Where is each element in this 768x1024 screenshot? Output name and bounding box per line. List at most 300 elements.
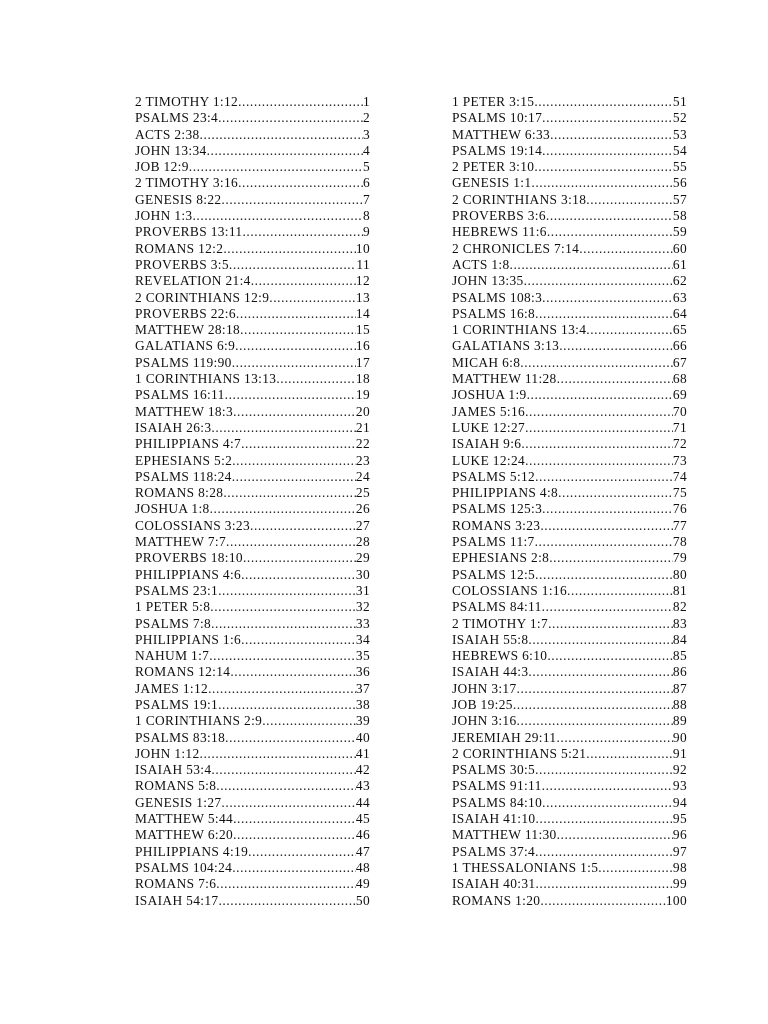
dot-leader bbox=[525, 420, 673, 436]
page-number: 67 bbox=[672, 354, 687, 370]
dot-leader bbox=[240, 322, 356, 338]
index-entry bbox=[135, 273, 370, 289]
verse-reference: PSALMS 23:1 bbox=[135, 582, 219, 598]
verse-reference: PHILIPPIANS 4:7 bbox=[135, 436, 242, 452]
dot-leader bbox=[510, 257, 673, 273]
verse-reference: GENESIS 1:1 bbox=[452, 175, 532, 191]
verse-reference: PSALMS 19:14 bbox=[452, 142, 543, 158]
page-number: 60 bbox=[672, 240, 687, 256]
verse-reference: ROMANS 12:14 bbox=[135, 664, 231, 680]
index-entry bbox=[452, 567, 687, 583]
verse-reference: JOHN 3:16 bbox=[452, 713, 517, 729]
verse-reference: JOB 19:25 bbox=[452, 696, 513, 712]
dot-leader bbox=[232, 453, 356, 469]
dot-leader bbox=[233, 827, 356, 843]
dot-leader bbox=[542, 599, 673, 615]
index-entry bbox=[135, 420, 370, 436]
index-entry bbox=[135, 257, 370, 273]
dot-leader bbox=[233, 811, 356, 827]
dot-leader bbox=[559, 338, 673, 354]
page-number: 65 bbox=[672, 322, 687, 338]
dot-leader bbox=[241, 632, 356, 648]
verse-reference: 2 TIMOTHY 3:16 bbox=[135, 175, 239, 191]
index-column-right bbox=[452, 94, 687, 909]
dot-leader bbox=[535, 567, 673, 583]
page-number: 72 bbox=[672, 436, 687, 452]
verse-reference: MICAH 6:8 bbox=[452, 354, 521, 370]
page-number: 81 bbox=[672, 582, 687, 598]
verse-reference: 2 TIMOTHY 1:7 bbox=[452, 615, 549, 631]
verse-reference: PSALMS 118:24 bbox=[135, 468, 232, 484]
verse-reference: PSALMS 84:11 bbox=[452, 599, 542, 615]
dot-leader bbox=[243, 550, 356, 566]
page-number: 14 bbox=[355, 305, 370, 321]
verse-reference: PROVERBS 13:11 bbox=[135, 224, 243, 240]
dot-leader bbox=[230, 664, 356, 680]
page-number: 1 bbox=[362, 94, 370, 109]
dot-leader bbox=[546, 208, 673, 224]
verse-reference: ISAIAH 9:6 bbox=[452, 436, 522, 452]
dot-leader bbox=[527, 387, 673, 403]
page-number: 63 bbox=[672, 289, 687, 305]
index-entry bbox=[452, 632, 687, 648]
page-number: 38 bbox=[355, 696, 370, 712]
verse-reference: ROMANS 8:28 bbox=[135, 485, 224, 501]
page-number: 80 bbox=[672, 566, 687, 582]
index-entry bbox=[135, 746, 370, 762]
index-entry bbox=[135, 681, 370, 697]
verse-reference: LUKE 12:24 bbox=[452, 452, 526, 468]
verse-reference: PSALMS 23:4 bbox=[135, 110, 219, 126]
page-number: 85 bbox=[672, 648, 687, 664]
page-number: 82 bbox=[672, 599, 687, 615]
dot-leader bbox=[226, 534, 356, 550]
index-entry bbox=[452, 893, 687, 909]
verse-reference: MATTHEW 28:18 bbox=[135, 322, 241, 338]
verse-reference: ACTS 2:38 bbox=[135, 126, 200, 142]
dot-leader bbox=[535, 534, 673, 550]
verse-reference: ROMANS 7:6 bbox=[135, 876, 217, 892]
verse-reference: PSALMS 12:5 bbox=[452, 566, 536, 582]
dot-leader bbox=[210, 599, 356, 615]
dot-leader bbox=[535, 844, 673, 860]
verse-reference: MATTHEW 5:44 bbox=[135, 811, 234, 827]
page-number: 34 bbox=[355, 631, 370, 647]
verse-reference: ROMANS 3:23 bbox=[452, 517, 541, 533]
verse-reference: 1 PETER 3:15 bbox=[452, 94, 535, 109]
index-entry bbox=[135, 110, 370, 126]
verse-reference: REVELATION 21:4 bbox=[135, 273, 251, 289]
page-number: 20 bbox=[355, 403, 370, 419]
verse-reference: ISAIAH 55:8 bbox=[452, 631, 529, 647]
verse-reference: MATTHEW 11:28 bbox=[452, 371, 557, 387]
index-entry bbox=[452, 795, 687, 811]
dot-leader bbox=[235, 338, 356, 354]
page-number: 29 bbox=[355, 550, 370, 566]
verse-reference: EPHESIANS 5:2 bbox=[135, 452, 233, 468]
verse-reference: 1 CORINTHIANS 13:13 bbox=[135, 371, 277, 387]
index-entry bbox=[135, 338, 370, 354]
page-number: 92 bbox=[672, 762, 687, 778]
page-number: 15 bbox=[355, 322, 370, 338]
page-number: 71 bbox=[672, 419, 687, 435]
index-entry bbox=[452, 518, 687, 534]
page-number: 2 bbox=[362, 110, 370, 126]
dot-leader bbox=[233, 404, 356, 420]
verse-reference: COLOSSIANS 1:16 bbox=[452, 582, 567, 598]
verse-reference: JAMES 5:16 bbox=[452, 403, 526, 419]
page-number: 94 bbox=[672, 794, 687, 810]
page-number: 39 bbox=[355, 713, 370, 729]
index-entry bbox=[452, 811, 687, 827]
page-number: 17 bbox=[355, 354, 370, 370]
verse-reference: 1 THESSALONIANS 1:5 bbox=[452, 859, 599, 875]
dot-leader bbox=[236, 306, 356, 322]
index-entry bbox=[135, 371, 370, 387]
dot-leader bbox=[520, 355, 673, 371]
page-number: 11 bbox=[356, 256, 370, 272]
index-entry bbox=[135, 632, 370, 648]
dot-leader bbox=[218, 697, 356, 713]
index-entry bbox=[135, 192, 370, 208]
dot-leader bbox=[189, 159, 363, 175]
page-number: 13 bbox=[355, 289, 370, 305]
page-number: 56 bbox=[672, 175, 687, 191]
verse-reference: JOHN 13:35 bbox=[452, 273, 524, 289]
index-entry bbox=[452, 485, 687, 501]
page-number: 62 bbox=[672, 273, 687, 289]
verse-reference: JOB 12:9 bbox=[135, 159, 189, 175]
index-entry bbox=[135, 795, 370, 811]
index-entry bbox=[135, 436, 370, 452]
verse-reference: JOHN 1:3 bbox=[135, 208, 193, 224]
index-entry bbox=[135, 94, 370, 110]
verse-reference: GENESIS 1:27 bbox=[135, 794, 222, 810]
index-entry bbox=[135, 501, 370, 517]
dot-leader bbox=[238, 94, 363, 110]
verse-reference: ISAIAH 44:3 bbox=[452, 664, 529, 680]
page-number: 33 bbox=[355, 615, 370, 631]
index-entry bbox=[452, 762, 687, 778]
page-number: 40 bbox=[355, 729, 370, 745]
dot-leader bbox=[192, 208, 362, 224]
index-entry bbox=[452, 338, 687, 354]
dot-leader bbox=[211, 420, 356, 436]
verse-reference: PROVERBS 18:10 bbox=[135, 550, 243, 566]
index-entry bbox=[452, 224, 687, 240]
page-number: 55 bbox=[672, 159, 687, 175]
page-number: 91 bbox=[672, 745, 687, 761]
page-number: 41 bbox=[355, 745, 370, 761]
verse-reference: NAHUM 1:7 bbox=[135, 648, 210, 664]
index-entry bbox=[452, 860, 687, 876]
index-entry bbox=[452, 110, 687, 126]
dot-leader bbox=[547, 648, 673, 664]
index-entry bbox=[452, 143, 687, 159]
index-entry bbox=[135, 860, 370, 876]
page-number: 5 bbox=[362, 159, 370, 175]
dot-leader bbox=[517, 681, 673, 697]
dot-leader bbox=[218, 583, 356, 599]
dot-leader bbox=[531, 175, 673, 191]
index-entry bbox=[135, 697, 370, 713]
dot-leader bbox=[542, 110, 673, 126]
index-entry bbox=[135, 567, 370, 583]
index-entry bbox=[135, 876, 370, 892]
page-number: 54 bbox=[672, 142, 687, 158]
verse-reference: PSALMS 84:10 bbox=[452, 794, 543, 810]
index-entry bbox=[135, 306, 370, 322]
verse-reference: 2 TIMOTHY 1:12 bbox=[135, 94, 239, 109]
index-entry bbox=[452, 290, 687, 306]
index-entry bbox=[452, 713, 687, 729]
verse-reference: PROVERBS 3:6 bbox=[452, 208, 546, 224]
verse-reference: ACTS 1:8 bbox=[452, 256, 510, 272]
page-number: 88 bbox=[672, 696, 687, 712]
dot-leader bbox=[548, 616, 673, 632]
index-entry bbox=[135, 175, 370, 191]
index-entry bbox=[452, 599, 687, 615]
dot-leader bbox=[216, 778, 356, 794]
dot-leader bbox=[251, 273, 356, 289]
page-number: 86 bbox=[672, 664, 687, 680]
dot-leader bbox=[229, 257, 357, 273]
page-number: 66 bbox=[672, 338, 687, 354]
dot-leader bbox=[547, 224, 673, 240]
dot-leader bbox=[225, 387, 356, 403]
verse-reference: MATTHEW 7:7 bbox=[135, 534, 227, 550]
index-entry bbox=[452, 697, 687, 713]
dot-leader bbox=[540, 518, 673, 534]
index-entry bbox=[135, 730, 370, 746]
verse-reference: PSALMS 83:18 bbox=[135, 729, 226, 745]
index-entry bbox=[135, 893, 370, 909]
page-number: 99 bbox=[672, 876, 687, 892]
dot-leader bbox=[542, 795, 673, 811]
page-number: 93 bbox=[672, 778, 687, 794]
dot-leader bbox=[549, 550, 673, 566]
verse-reference: PSALMS 7:8 bbox=[135, 615, 212, 631]
index-entry bbox=[452, 436, 687, 452]
dot-leader bbox=[524, 273, 673, 289]
page-number: 7 bbox=[362, 191, 370, 207]
dot-leader bbox=[221, 795, 355, 811]
dot-leader bbox=[248, 844, 356, 860]
page-number: 30 bbox=[355, 566, 370, 582]
page-number: 46 bbox=[355, 827, 370, 843]
index-entry bbox=[452, 681, 687, 697]
index-entry bbox=[135, 387, 370, 403]
verse-reference: 1 CORINTHIANS 13:4 bbox=[452, 322, 587, 338]
page-number: 68 bbox=[672, 371, 687, 387]
dot-leader bbox=[218, 893, 355, 909]
dot-leader bbox=[269, 290, 356, 306]
page-number: 90 bbox=[672, 729, 687, 745]
page-number: 8 bbox=[362, 208, 370, 224]
dot-leader bbox=[241, 567, 356, 583]
page-number: 27 bbox=[355, 517, 370, 533]
verse-reference: PROVERBS 22:6 bbox=[135, 305, 236, 321]
page-number: 70 bbox=[672, 403, 687, 419]
page-number: 3 bbox=[362, 126, 370, 142]
index-entry bbox=[135, 143, 370, 159]
page-number: 59 bbox=[672, 224, 687, 240]
verse-reference: ISAIAH 53:4 bbox=[135, 762, 212, 778]
dot-leader bbox=[242, 224, 362, 240]
page-number: 44 bbox=[355, 794, 370, 810]
verse-reference: ISAIAH 26:3 bbox=[135, 419, 212, 435]
index-entry bbox=[452, 404, 687, 420]
dot-leader bbox=[208, 681, 356, 697]
verse-reference: LUKE 12:27 bbox=[452, 419, 526, 435]
page-number: 96 bbox=[672, 827, 687, 843]
verse-reference: JOSHUA 1:8 bbox=[135, 501, 210, 517]
verse-reference: PSALMS 91:11 bbox=[452, 778, 542, 794]
verse-reference: PHILIPPIANS 4:8 bbox=[452, 485, 559, 501]
index-entry bbox=[135, 518, 370, 534]
verse-reference: PROVERBS 3:5 bbox=[135, 256, 229, 272]
verse-reference: ROMANS 5:8 bbox=[135, 778, 217, 794]
index-entry bbox=[452, 534, 687, 550]
dot-leader bbox=[540, 893, 666, 909]
page-number: 53 bbox=[672, 126, 687, 142]
dot-leader bbox=[534, 159, 673, 175]
page-number: 74 bbox=[672, 468, 687, 484]
dot-leader bbox=[586, 322, 673, 338]
dot-leader bbox=[211, 616, 356, 632]
page-number: 19 bbox=[355, 387, 370, 403]
dot-leader bbox=[521, 436, 673, 452]
dot-leader bbox=[517, 713, 673, 729]
index-entry bbox=[135, 583, 370, 599]
dot-leader bbox=[598, 860, 673, 876]
dot-leader bbox=[218, 110, 363, 126]
verse-reference: PHILIPPIANS 4:6 bbox=[135, 566, 242, 582]
index-entry bbox=[452, 257, 687, 273]
dot-leader bbox=[528, 632, 673, 648]
dot-leader bbox=[238, 175, 363, 191]
dot-leader bbox=[567, 583, 673, 599]
dot-leader bbox=[241, 436, 356, 452]
verse-reference: PSALMS 5:12 bbox=[452, 468, 536, 484]
verse-reference: JOHN 1:12 bbox=[135, 745, 200, 761]
index-entry bbox=[452, 453, 687, 469]
dot-leader bbox=[525, 404, 673, 420]
verse-reference: JEREMIAH 29:11 bbox=[452, 729, 557, 745]
dot-leader bbox=[535, 811, 672, 827]
dot-leader bbox=[525, 453, 673, 469]
index-entry bbox=[135, 648, 370, 664]
page-number: 37 bbox=[355, 680, 370, 696]
index-entry bbox=[135, 159, 370, 175]
dot-leader bbox=[513, 697, 673, 713]
index-entry bbox=[135, 811, 370, 827]
page-number: 78 bbox=[672, 534, 687, 550]
page-number: 61 bbox=[672, 256, 687, 272]
index-entry bbox=[452, 550, 687, 566]
page-number: 25 bbox=[355, 485, 370, 501]
page-number: 47 bbox=[355, 843, 370, 859]
page-number: 23 bbox=[355, 452, 370, 468]
page-number: 76 bbox=[672, 501, 687, 517]
dot-leader bbox=[216, 876, 356, 892]
verse-reference: PSALMS 125:3 bbox=[452, 501, 543, 517]
page-number: 42 bbox=[355, 762, 370, 778]
page-number: 36 bbox=[355, 664, 370, 680]
page-number: 75 bbox=[672, 485, 687, 501]
dot-leader bbox=[200, 746, 356, 762]
index-entry bbox=[452, 208, 687, 224]
verse-reference: PSALMS 119:90 bbox=[135, 354, 232, 370]
index-entry bbox=[452, 501, 687, 517]
index-entry bbox=[452, 192, 687, 208]
dot-leader bbox=[232, 355, 356, 371]
page-number: 6 bbox=[362, 175, 370, 191]
dot-leader bbox=[542, 778, 673, 794]
page-number: 87 bbox=[672, 680, 687, 696]
page-number: 26 bbox=[355, 501, 370, 517]
verse-reference: ISAIAH 41:10 bbox=[452, 811, 536, 827]
verse-reference: 1 PETER 5:8 bbox=[135, 599, 211, 615]
verse-reference: 2 CORINTHIANS 5:21 bbox=[452, 745, 587, 761]
index-entry bbox=[135, 844, 370, 860]
dot-leader bbox=[535, 469, 673, 485]
dot-leader bbox=[276, 371, 356, 387]
page-number: 58 bbox=[672, 208, 687, 224]
page-number: 21 bbox=[355, 419, 370, 435]
page-number: 100 bbox=[665, 892, 687, 908]
dot-leader bbox=[542, 290, 673, 306]
index-entry bbox=[135, 827, 370, 843]
dot-leader bbox=[586, 192, 673, 208]
verse-reference: PSALMS 104:24 bbox=[135, 859, 233, 875]
index-entry bbox=[135, 778, 370, 794]
dot-leader bbox=[535, 876, 672, 892]
dot-leader bbox=[209, 648, 356, 664]
verse-reference: MATTHEW 18:3 bbox=[135, 403, 234, 419]
index-entry bbox=[452, 306, 687, 322]
index-entry bbox=[135, 469, 370, 485]
page-number: 83 bbox=[672, 615, 687, 631]
page-number: 50 bbox=[355, 892, 370, 908]
index-entry bbox=[135, 485, 370, 501]
page-number: 64 bbox=[672, 305, 687, 321]
page-number: 24 bbox=[355, 468, 370, 484]
dot-leader bbox=[211, 762, 356, 778]
index-entry bbox=[452, 827, 687, 843]
index-entry bbox=[452, 387, 687, 403]
page-number: 10 bbox=[355, 240, 370, 256]
index-entry bbox=[452, 583, 687, 599]
verse-reference: JOHN 3:17 bbox=[452, 680, 517, 696]
index-entry bbox=[135, 241, 370, 257]
index-entry bbox=[452, 648, 687, 664]
index-entry bbox=[452, 127, 687, 143]
verse-reference: PSALMS 16:11 bbox=[135, 387, 225, 403]
page-number: 16 bbox=[355, 338, 370, 354]
page-number: 84 bbox=[672, 631, 687, 647]
index-entry bbox=[452, 876, 687, 892]
verse-reference: HEBREWS 11:6 bbox=[452, 224, 547, 240]
index-entry bbox=[135, 616, 370, 632]
dot-leader bbox=[262, 713, 356, 729]
page-number: 22 bbox=[355, 436, 370, 452]
dot-leader bbox=[557, 827, 673, 843]
verse-reference: ROMANS 12:2 bbox=[135, 240, 224, 256]
index-entry bbox=[452, 241, 687, 257]
verse-reference: ROMANS 1:20 bbox=[452, 892, 541, 908]
verse-reference: COLOSSIANS 3:23 bbox=[135, 517, 250, 533]
